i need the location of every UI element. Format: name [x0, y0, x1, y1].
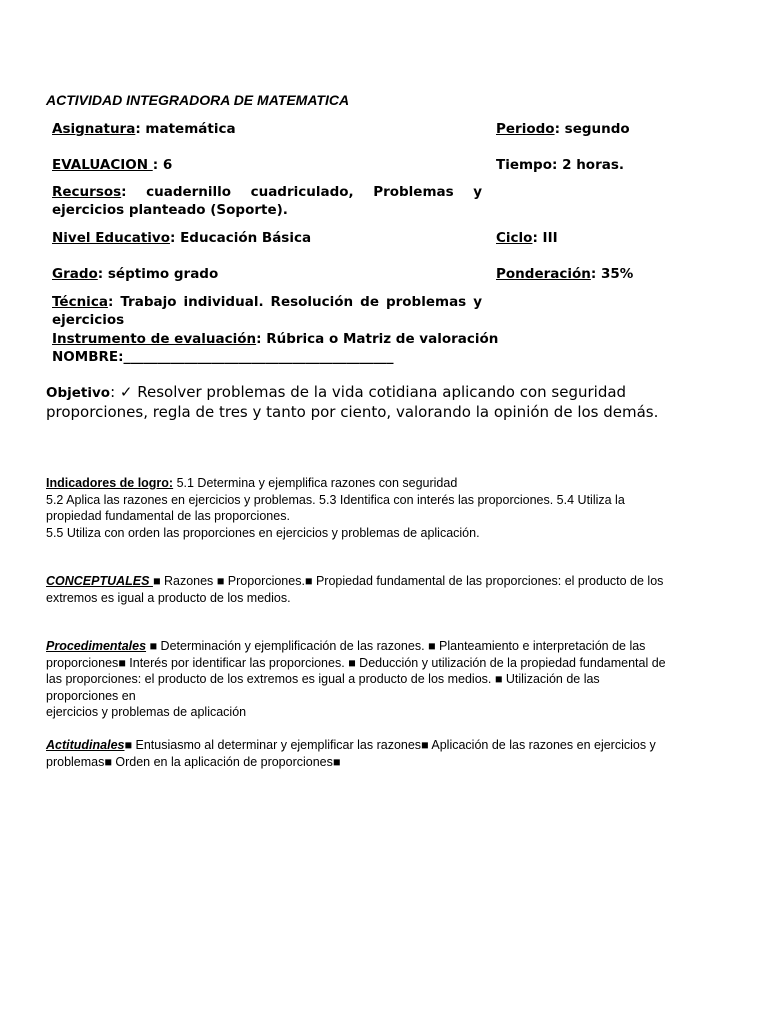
grado-label: Grado	[52, 266, 98, 282]
recursos-value: : cuadernillo cuadriculado, Problemas y ejercicios planteado (Soporte).	[52, 184, 482, 218]
grado-value: : séptimo grado	[97, 266, 219, 282]
nivel-educativo-label: Nivel Educativo	[52, 230, 170, 246]
actitudinales-section	[46, 737, 666, 770]
evaluacion-value: : 6	[152, 157, 173, 173]
objetivo-block	[46, 383, 726, 422]
ponderacion-label: Ponderación	[496, 266, 591, 282]
conceptuales-label: CONCEPTUALES	[46, 574, 153, 588]
procedimentales-text: ■ Determinación y ejemplificación de las razones. ■ Planteamiento e interpretación de las proporciones■ Interés por identificar las proporciones. ■ Deducción y utilización de la propiedad fundamental de las proporciones: el producto de los extremos es igual a producto de los medios. ■ Utilización de las proporciones en	[46, 639, 666, 703]
indicadores-line2: 5.2 Aplica las razones en ejercicios y problemas. 5.3 Identifica con interés las proporciones. 5.4 Utiliza la propiedad fundamental de las proporciones.	[46, 492, 625, 523]
actitudinales-text: ■ Entusiasmo al determinar y ejemplificar las razones■ Aplicación de las razones en ejercicios y problemas■ Orden en la aplicación de proporciones■	[46, 738, 656, 769]
conceptuales-text: ■ Razones ■ Proporciones.■ Propiedad fundamental de las proporciones: el producto de los extremos es igual a producto de los medios.	[46, 574, 664, 605]
asignatura-field	[52, 120, 236, 138]
asignatura-value: : matemática	[135, 121, 236, 137]
evaluacion-field	[52, 156, 172, 174]
objetivo-label: Objetivo	[46, 385, 111, 401]
ciclo-field	[496, 229, 558, 247]
instrumento-value: : Rúbrica o Matriz de valoración	[256, 331, 499, 347]
objetivo-text: : ✓ Resolver problemas de la vida cotidiana aplicando con seguridad proporciones, regla de tres y tanto por ciento, valorando la opinión de los demás.	[46, 383, 659, 421]
indicadores-section	[46, 475, 666, 541]
procedimentales-section	[46, 638, 666, 721]
grado-field	[52, 265, 218, 283]
document-title: ACTIVIDAD INTEGRADORA DE MATEMATICA	[46, 92, 350, 108]
ciclo-label: Ciclo	[496, 230, 533, 246]
instrumento-label: Instrumento de evaluación	[52, 331, 257, 347]
actitudinales-label: Actitudinales	[46, 738, 125, 752]
nombre-field: NOMBRE:________________________________________	[52, 349, 394, 365]
recursos-label: Recursos	[52, 184, 122, 200]
tiempo-field: Tiempo: 2 horas.	[496, 157, 625, 173]
asignatura-label: Asignatura	[52, 121, 136, 137]
conceptuales-section	[46, 573, 666, 606]
recursos-field	[52, 183, 482, 219]
tecnica-value: : Trabajo individual. Resolución de problemas y ejercicios	[52, 294, 482, 328]
ponderacion-field	[496, 265, 633, 283]
evaluacion-label: EVALUACION	[52, 157, 153, 173]
nivel-educativo-value: : Educación Básica	[169, 230, 312, 246]
indicadores-label: Indicadores de logro:	[46, 476, 174, 490]
instrumento-field	[52, 330, 498, 348]
nivel-educativo-field	[52, 229, 311, 247]
procedimentales-text-continued: ejercicios y problemas de aplicación	[46, 705, 247, 719]
periodo-value: : segundo	[554, 121, 630, 137]
periodo-label: Periodo	[496, 121, 555, 137]
ponderacion-value: : 35%	[590, 266, 634, 282]
periodo-field	[496, 120, 630, 138]
ciclo-value: : III	[532, 230, 558, 246]
indicadores-line1: 5.1 Determina y ejemplifica razones con seguridad	[173, 476, 458, 490]
indicadores-line3: 5.5 Utiliza con orden las proporciones en ejercicios y problemas de aplicación.	[46, 525, 480, 540]
tecnica-label: Técnica	[52, 294, 108, 310]
procedimentales-label: Procedimentales	[46, 639, 147, 653]
tecnica-field	[52, 293, 482, 329]
